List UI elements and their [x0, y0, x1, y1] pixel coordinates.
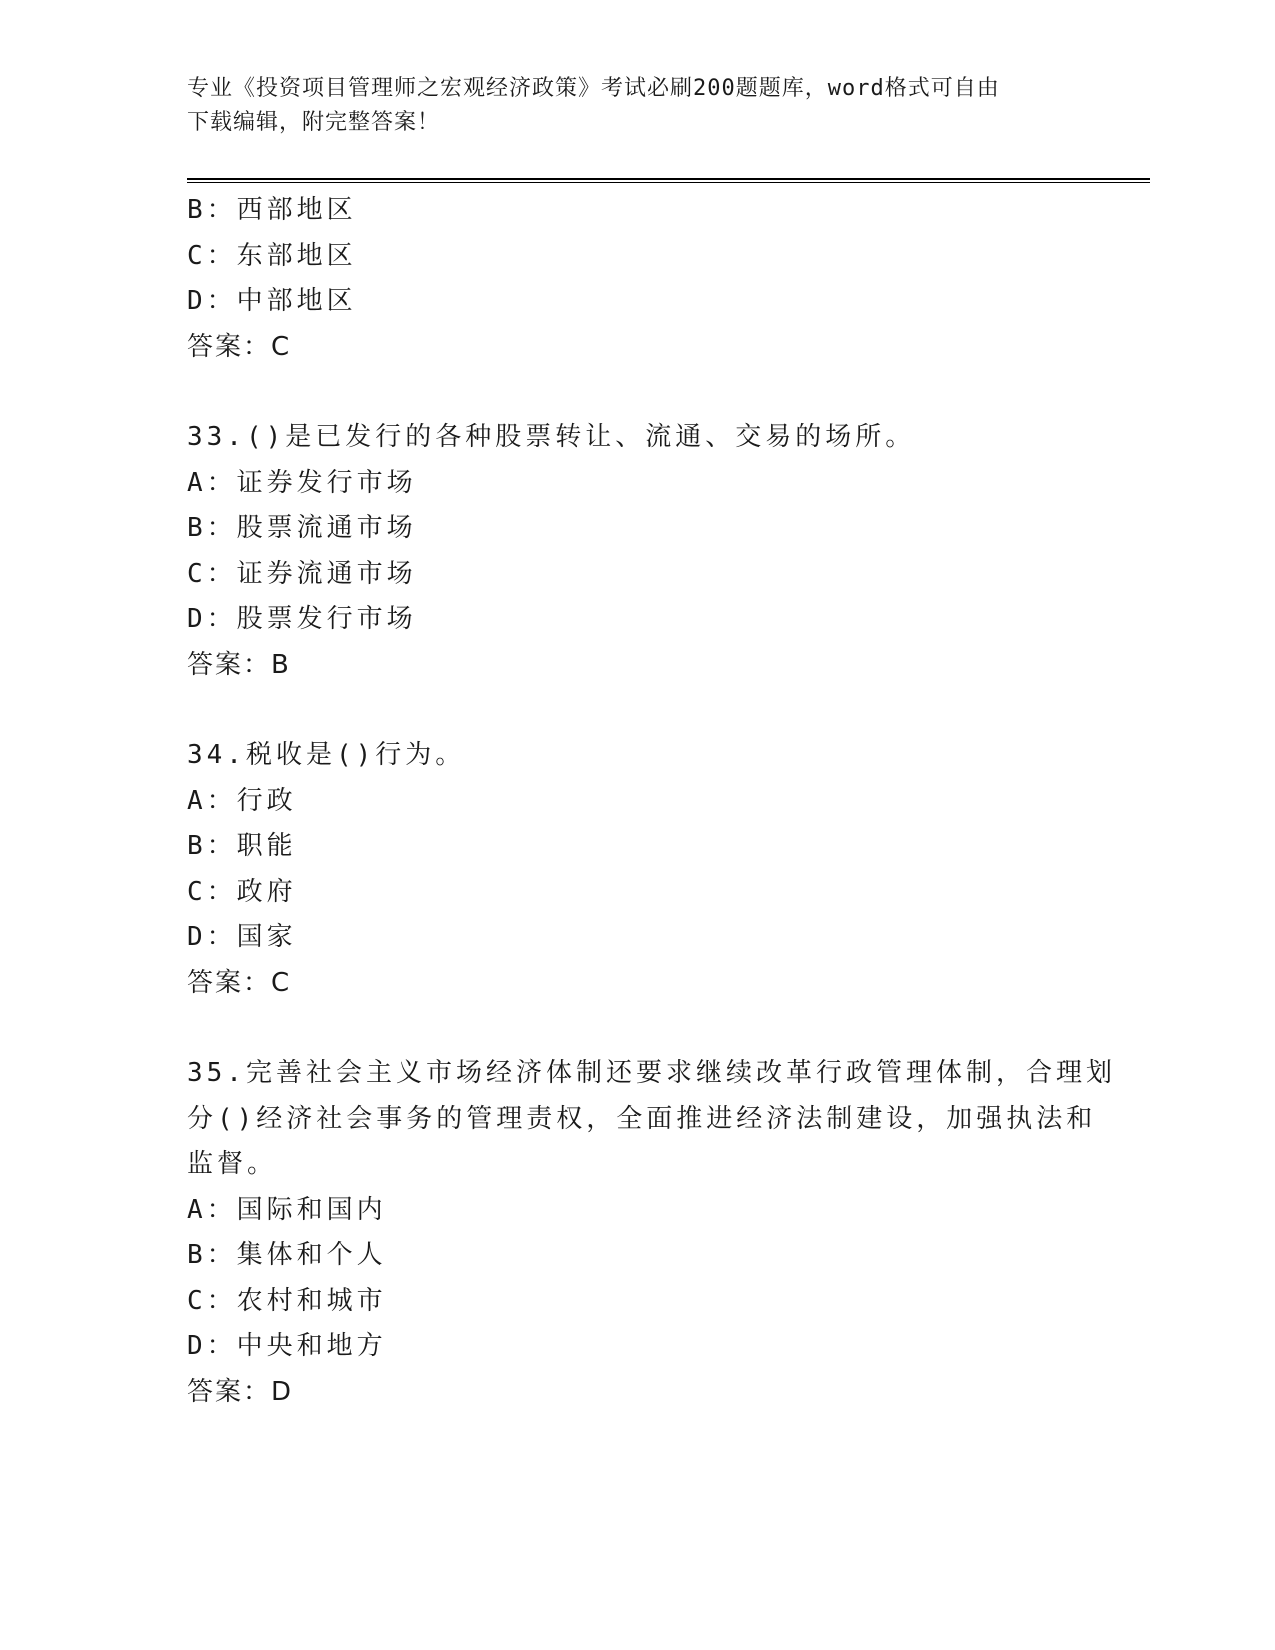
- question-text-line-2: 分()经济社会事务的管理责权，全面推进经济法制建设，加强执法和: [187, 1103, 1097, 1134]
- option-c: C：东部地区: [187, 240, 357, 271]
- option-a: A：国际和国内: [187, 1194, 387, 1225]
- question-text-line-1: 35.完善社会主义市场经济体制还要求继续改革行政管理体制，合理划: [187, 1058, 1116, 1088]
- question-block-partial: [187, 188, 1087, 370]
- header-line-1: 专业《投资项目管理师之宏观经济政策》考试必刷200题题库，word格式可自由: [187, 76, 1000, 101]
- option-c: C：政府: [187, 876, 297, 907]
- question-text: 33.()是已发行的各种股票转让、流通、交易的场所。: [187, 422, 916, 452]
- option-b: B：集体和个人: [187, 1240, 387, 1270]
- spacer: [187, 1006, 1087, 1051]
- document-header: [187, 72, 1067, 140]
- answer-line: 答案：C: [187, 331, 292, 362]
- answer-line: 答案：D: [187, 1376, 294, 1407]
- answer-line: 答案：C: [187, 967, 292, 998]
- option-d: D：国家: [187, 922, 297, 952]
- option-d: D：中部地区: [187, 286, 357, 316]
- spacer: [187, 688, 1087, 733]
- header-divider-thin: [187, 182, 1150, 183]
- spacer: [187, 370, 1087, 415]
- question-text-line-3: 监督。: [187, 1149, 278, 1179]
- header-line-2: 下载编辑，附完整答案！: [187, 110, 441, 135]
- option-c: C：农村和城市: [187, 1285, 387, 1316]
- question-text: 34.税收是()行为。: [187, 740, 466, 770]
- answer-line: 答案：B: [187, 649, 291, 680]
- option-a: A：证券发行市场: [187, 467, 417, 498]
- option-b: B：职能: [187, 831, 297, 861]
- option-b: B：西部地区: [187, 195, 357, 225]
- option-d: D：股票发行市场: [187, 604, 417, 634]
- question-block-35: [187, 1051, 1116, 1415]
- option-b: B：股票流通市场: [187, 513, 417, 543]
- question-block-34: [187, 733, 1087, 1006]
- option-c: C：证券流通市场: [187, 558, 417, 589]
- question-list: [187, 188, 1116, 1415]
- question-block-33: [187, 415, 1087, 688]
- header-divider-thick: [187, 178, 1150, 180]
- option-d: D：中央和地方: [187, 1331, 387, 1361]
- option-a: A：行政: [187, 785, 297, 816]
